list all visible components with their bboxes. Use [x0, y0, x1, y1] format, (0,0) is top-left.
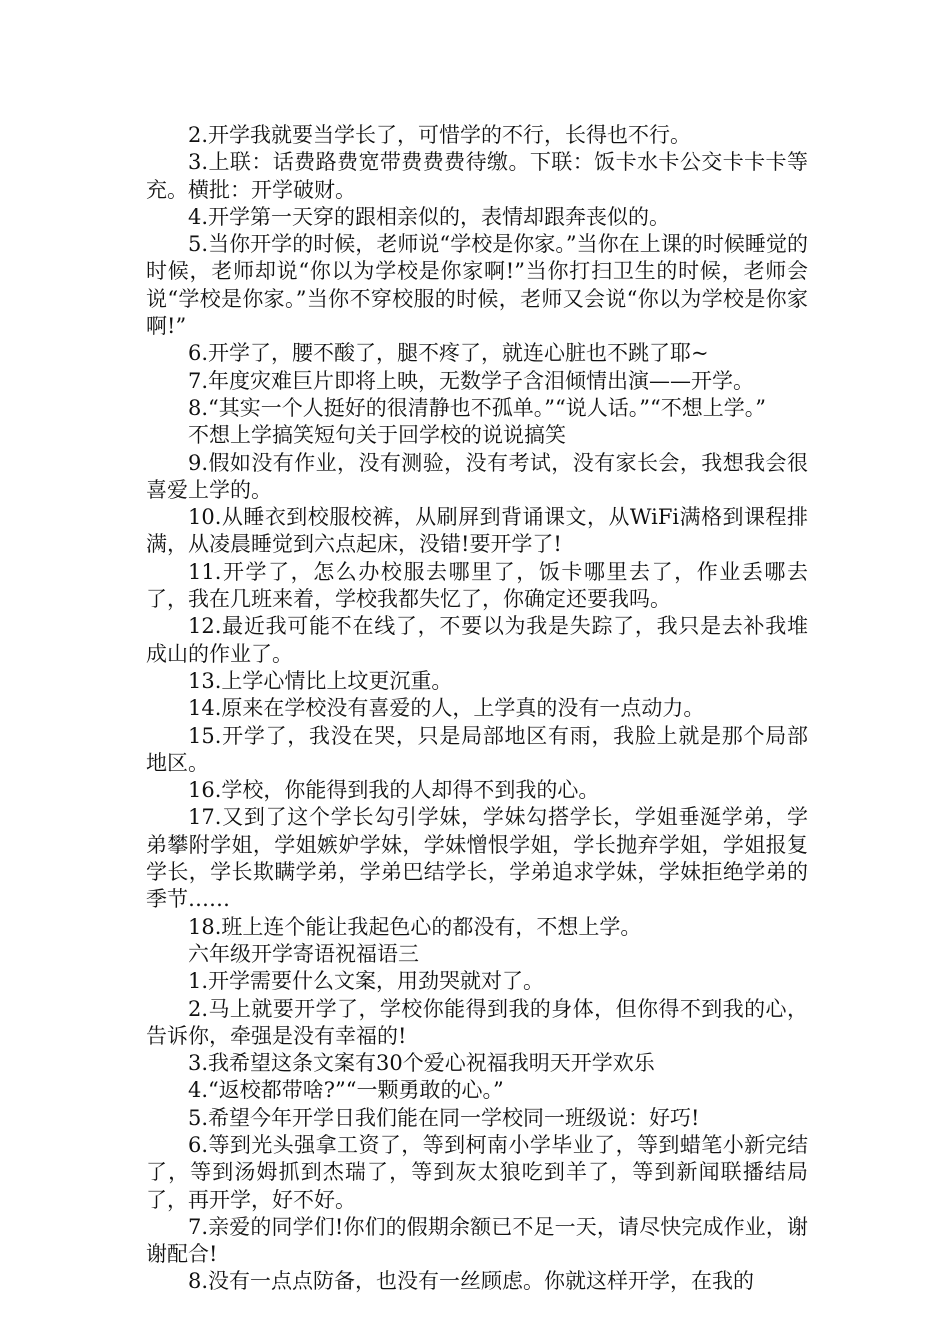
- paragraph: 13.上学心情比上坟更沉重。: [188, 668, 453, 693]
- paragraph: 9.假如没有作业，没有测验，没有考试，没有家长会，我想我会很喜爱上学的。: [146, 450, 808, 502]
- paragraph: 6.等到光头强拿工资了，等到柯南小学毕业了，等到蜡笔小新完结了，等到汤姆抓到杰瑞了，等到灰太狼吃到羊了，等到新闻联播结局了，再开学，好不好。: [146, 1132, 808, 1212]
- paragraph: 8.“其实一个人挺好的很清静也不孤单。”“说人话。”“不想上学。”: [188, 395, 766, 420]
- paragraph: 11.开学了，怎么办校服去哪里了，饭卡哪里去了，作业丢哪去了，我在几班来着，学校我都失忆了，你确定还要我吗。: [146, 559, 808, 612]
- paragraph: 10.从睡衣到校服校裤，从刷屏到背诵课文，从WiFi满格到课程排满，从凌晨睡觉到六点起床，没错!要开学了!: [146, 505, 808, 557]
- paragraph: 1.开学需要什么文案，用劲哭就对了。: [188, 969, 545, 994]
- paragraph: 18.班上连个能让我起色心的都没有，不想上学。: [188, 914, 642, 939]
- paragraph: 3.上联：话费路费宽带费费费待缴。下联：饭卡水卡公交卡卡卡等充。横批：开学破财。: [146, 150, 808, 202]
- paragraph: 8.没有一点点防备，也没有一丝顾虑。你就这样开学，在我的: [188, 1269, 755, 1294]
- paragraph: 14.原来在学校没有喜爱的人，上学真的没有一点动力。: [188, 696, 705, 721]
- paragraph: 2.开学我就要当学长了，可惜学的不行，长得也不行。: [188, 123, 692, 147]
- paragraph: 17.又到了这个学长勾引学妹，学妹勾搭学长，学姐垂涎学弟，学弟攀附学姐，学姐嫉妒学妹，学妹憎恨学姐，学长抛弃学姐，学姐报复学长，学长欺瞒学弟，学弟巴结学长，学弟追求学妹，学妹拒绝学弟的季节……: [146, 805, 808, 912]
- paragraph: 5.希望今年开学日我们能在同一学校同一班级说：好巧!: [188, 1105, 700, 1130]
- paragraph: 2.马上就要开学了，学校你能得到我的身体，但你得不到我的心，告诉你，牵强是没有幸福的!: [146, 996, 808, 1048]
- paragraph: 7.年度灾难巨片即将上映，无数学子含泪倾情出演——开学。: [188, 368, 755, 393]
- paragraph: 4.“返校都带啥?”“一颗勇敢的心。”: [188, 1078, 504, 1103]
- paragraph: 7.亲爱的同学们!你们的假期余额已不足一天，请尽快完成作业，谢谢配合!: [146, 1214, 808, 1267]
- section-heading: 六年级开学寄语祝福语三: [188, 941, 419, 966]
- paragraph: 12.最近我可能不在线了，不要以为我是失踪了，我只是去补我堆成山的作业了。: [146, 614, 808, 666]
- paragraph: 5.当你开学的时候，老师说“学校是你家。”当你在上课的时候睡觉的时候，老师却说“你以为学校是你家啊!”当你打扫卫生的时候，老师会说“学校是你家。”当你不穿校服的时候，老师又会说“你以为学校是你家啊!”: [146, 232, 808, 339]
- document-body: [146, 122, 808, 1296]
- paragraph: 16.学校，你能得到我的人却得不到我的心。: [188, 778, 600, 803]
- section-heading: 不想上学搞笑短句关于回学校的说说搞笑: [188, 423, 566, 448]
- paragraph: 6.开学了，腰不酸了，腿不疼了，就连心脏也不跳了耶~: [188, 341, 709, 366]
- paragraph: 4.开学第一天穿的跟相亲似的，表情却跟奔丧似的。: [188, 204, 671, 229]
- paragraph: 15.开学了，我没在哭，只是局部地区有雨，我脸上就是那个局部地区。: [146, 723, 808, 775]
- paragraph: 3.我希望这条文案有30个爱心祝福我明天开学欢乐: [188, 1051, 655, 1076]
